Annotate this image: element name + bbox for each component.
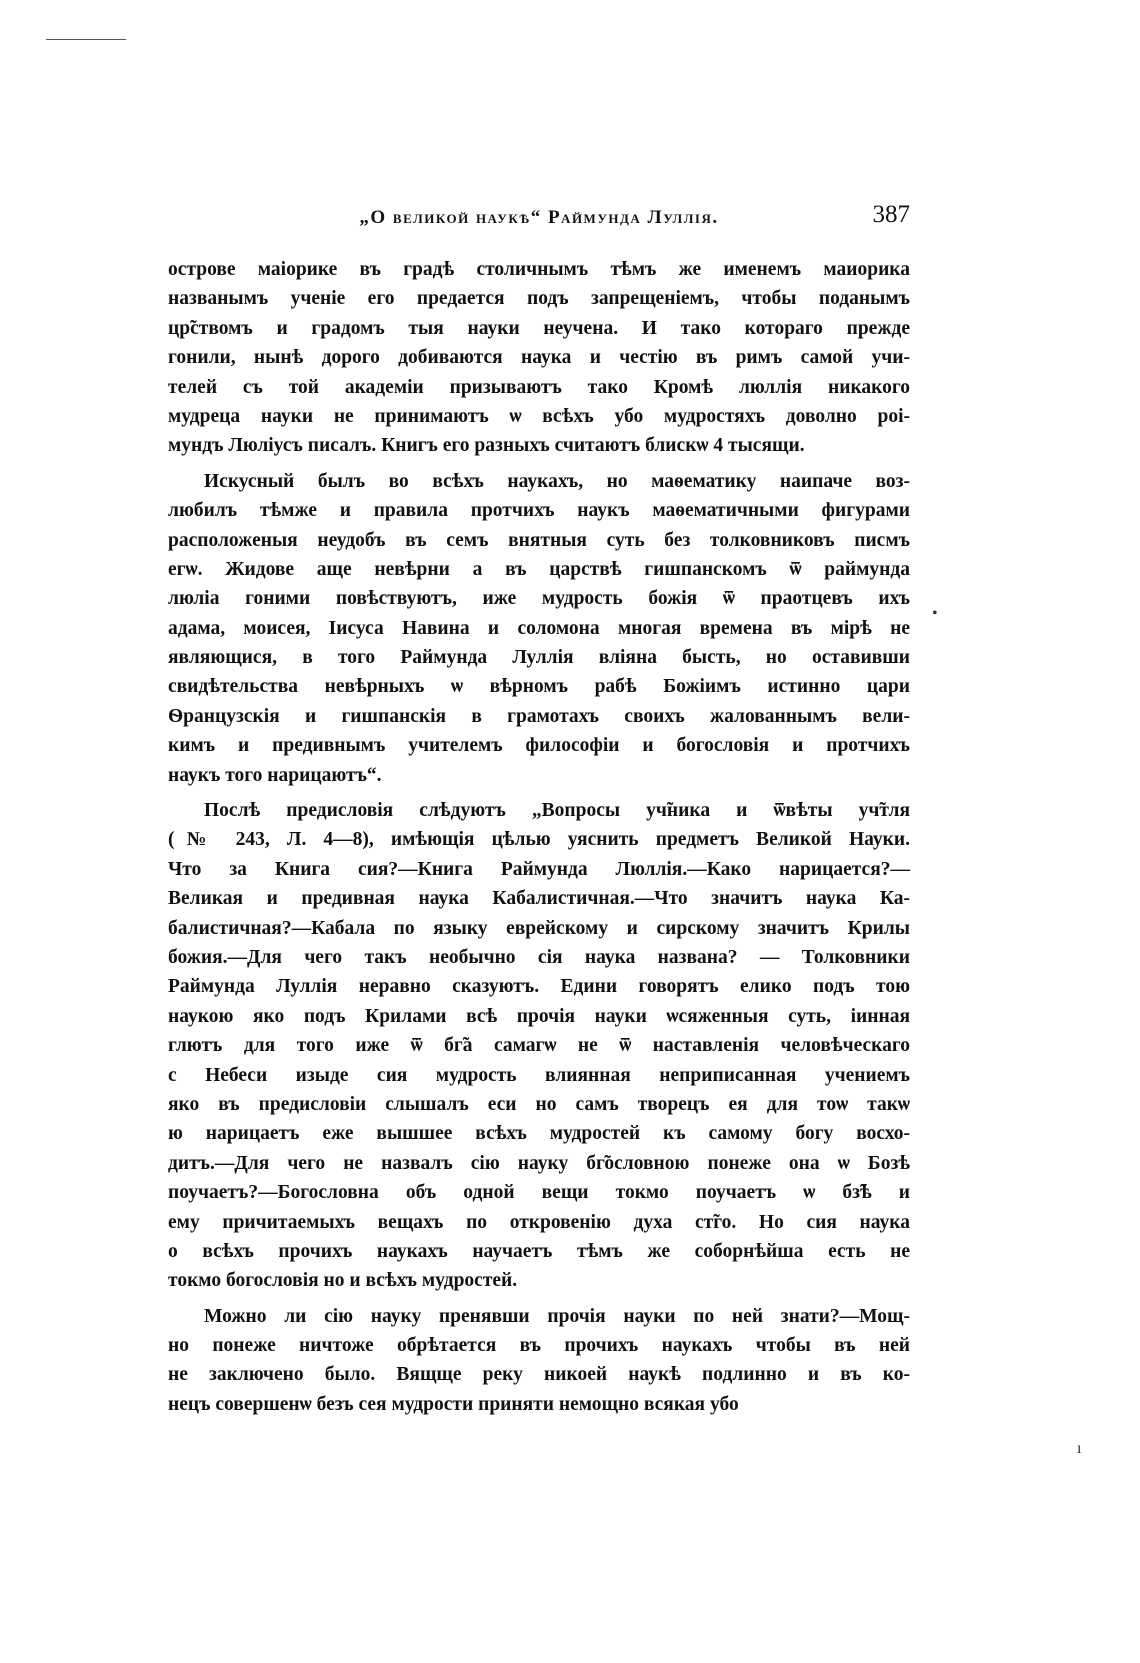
text-line: любилъ тѣмже и правила протчихъ наукъ маѳематичными фигурами	[168, 500, 910, 522]
text-line: Что за Книга сия?—Книга Раймунда Люллія.—Како нарицается?—	[168, 858, 910, 880]
top-rule	[46, 39, 126, 40]
text-line: свидѣтельства невѣрныхъ ѡ вѣрномъ рабѣ Божіимъ истинно цари	[168, 676, 910, 698]
page-number: 387	[872, 201, 910, 228]
text-line: Послѣ предисловія слѣдуютъ „Вопросы уч̃ника и ѿвѣты уч̃тля	[204, 800, 910, 822]
margin-mark: ı	[1077, 1440, 1082, 1457]
text-line: мундъ Люліусъ писалъ. Книгъ его разныхъ считаютъ блискѡ 4 тысящи.	[168, 435, 805, 457]
running-head	[168, 201, 910, 237]
text-line: поучаетъ?—Богословна объ одной вещи токмо поучаетъ ѡ бз̃ѣ и	[168, 1182, 910, 1204]
text-line: Великая и предивная наука Кабалистичная.—Что значитъ наука Ка-	[168, 888, 910, 910]
text-line: (№ 243, Л. 4—8), имѣющія цѣлью уяснить предметъ Великой Науки.	[168, 829, 910, 851]
text-line: наукою яко подъ Крилами всѣ прочія науки ѡсяженныя суть, іинная	[168, 1005, 910, 1027]
text-line: Искусный былъ во всѣхъ наукахъ, но маѳематику наипаче воз-	[204, 470, 910, 492]
text-line: Ѳранцузскія и гишпанскія в грамотахъ своихъ жалованнымъ вели-	[168, 705, 910, 727]
text-line: с Небеси изыде сия мудрость влиянная неприписанная учениемъ	[168, 1064, 910, 1086]
text-line: ему причитаемыхъ вещахъ по откровенію духа ст̃го. Но сия наука	[168, 1211, 910, 1233]
paragraph	[168, 255, 910, 461]
paragraph	[168, 796, 910, 1296]
text-line: острове маіорике въ градѣ столичнымъ тѣмъ же именемъ маиорика	[168, 259, 910, 280]
paragraph	[168, 1302, 910, 1420]
text-line: не заключено было. Вящще реку никоей наукѣ подлинно и въ ко-	[168, 1364, 910, 1386]
text-line: люліа гоними повѣствуютъ, иже мудрость божія ѿ праотцевъ ихъ	[168, 588, 910, 610]
text-line: Можно ли сію науку пренявши прочія науки по ней знати?—Мощ-	[204, 1305, 910, 1327]
margin-mark: •	[932, 605, 938, 622]
text-line: о всѣхъ прочихъ наукахъ научаетъ тѣмъ же соборнѣйша есть не	[168, 1240, 910, 1262]
text-line: нецъ совершенѡ безъ сея мудрости приняти немощно всякая убо	[168, 1393, 739, 1415]
text-line: но понеже ничтоже обрѣтается въ прочихъ наукахъ чтобы въ ней	[168, 1335, 910, 1357]
paragraph	[168, 467, 910, 790]
text-line: Раймунда Луллія неравно сказуютъ. Едини говорятъ елико подъ тою	[168, 976, 910, 998]
text-line: дитъ.—Для чего не назвалъ сію науку бг̃ословною понеже она ѡ Бозѣ	[168, 1152, 910, 1174]
text-line: токмо богословія но и всѣхъ мудростей.	[168, 1270, 518, 1292]
text-line: яко въ предисловіи слышалъ еси но самъ творецъ ея для тоѡ такѡ	[168, 1093, 910, 1115]
text-line: являющися, в того Раймунда Луллія вліяна бысть, но оставивши	[168, 647, 910, 669]
text-line: адама, моисея, Іисуса Навина и соломона многая времена въ мірѣ не	[168, 617, 910, 639]
text-line: цр̃ствомъ и градомъ тыя науки неучена. И тако котораго прежде	[168, 317, 910, 339]
text-line: гонили, нынѣ дорого добиваются наука и честію въ римъ самой учи-	[168, 347, 910, 369]
text-line: наукъ того нарицаютъ“.	[168, 764, 382, 786]
text-line: глютъ для того иже ѿ бг̃а самагѡ не ѿ наставленія человѣческаго	[168, 1035, 910, 1057]
text-line: телей съ той академіи призываютъ тако Кромѣ люллія никакого	[168, 376, 910, 398]
text-line: названымъ ученіе его предается подъ запрещеніемъ, чтобы поданымъ	[168, 288, 910, 310]
text-line: балистичная?—Кабала по языку еврейскому и сирскому значитъ Крилы	[168, 917, 910, 939]
text-line: расположеныя неудобъ въ семъ внятныя суть без толковниковъ писмъ	[168, 529, 910, 551]
text-line: ю нарицаетъ еже вышшее всѣхъ мудростей къ самому богу восхо-	[168, 1123, 910, 1145]
text-line: божия.—Для чего такъ необычно сія наука названа? — Толковники	[168, 946, 910, 968]
text-line: мудреца науки не принимаютъ ѡ всѣхъ убо мудростяхъ доволно роі-	[168, 405, 910, 427]
running-title: „О великой наукѣ“ Раймунда Луллія.	[359, 207, 719, 228]
text-line: кимъ и предивнымъ учителемъ философіи и богословія и протчихъ	[168, 735, 910, 757]
body-text	[168, 255, 910, 1419]
text-line: егѡ. Жидове аще невѣрни а въ царствѣ гишпанскомъ ѿ раймунда	[168, 558, 910, 580]
